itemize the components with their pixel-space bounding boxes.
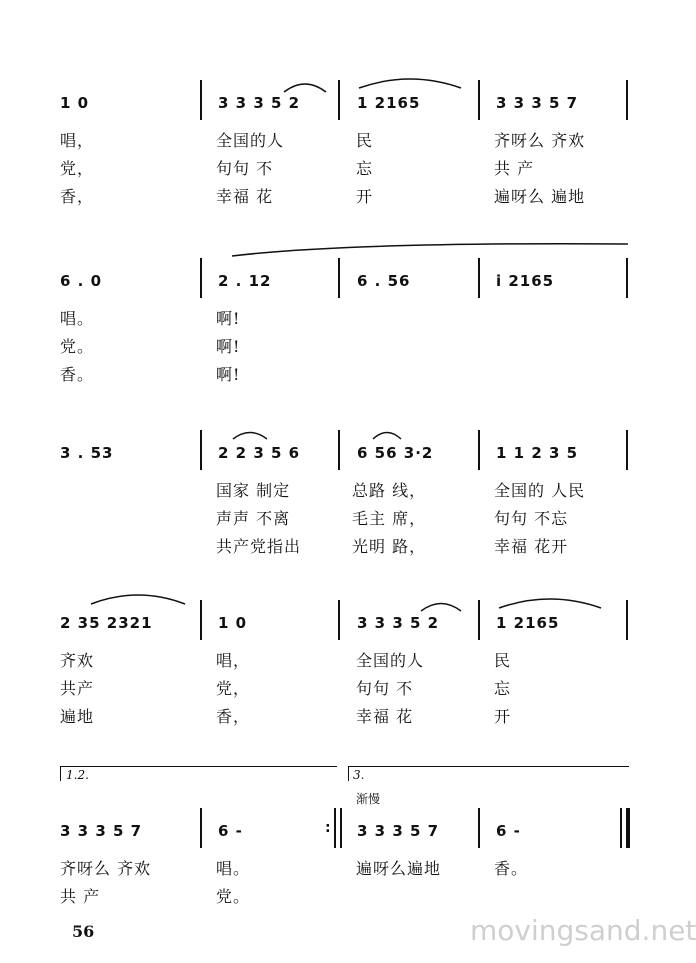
measure-1-1: 1 0 — [60, 94, 90, 112]
slur — [280, 76, 330, 96]
measure-4-1: 2 35 2321 — [60, 614, 153, 632]
measure-3-2: 2 2 3 5 6 — [218, 444, 301, 462]
lyric: 幸福 花开 — [494, 537, 569, 556]
lyric: 遍呀么 遍地 — [494, 187, 586, 206]
measure-4-3: 3 3 3 5 2 — [357, 614, 440, 632]
lyric: 毛主 席， — [352, 509, 427, 528]
barline — [338, 258, 340, 298]
lyric: 总路 线， — [352, 481, 427, 500]
lyric: 国家 制定 — [216, 481, 291, 500]
lyric: 遍地 — [60, 707, 95, 726]
lyric: 啊! — [216, 309, 241, 328]
measure-2-1: 6 . 0 — [60, 272, 103, 290]
final-barline — [626, 808, 630, 848]
barline — [338, 430, 340, 470]
lyric: 党。 — [60, 337, 95, 356]
barline — [626, 430, 628, 470]
lyric: 共产党指出 — [216, 537, 302, 556]
barline — [626, 258, 628, 298]
barline — [478, 808, 480, 848]
lyric: 共 产 — [494, 159, 535, 178]
lyric: 齐呀么 齐欢 — [494, 131, 586, 150]
tempo-marking: 渐慢 — [356, 792, 381, 806]
measure-3-1: 3 . 53 — [60, 444, 114, 462]
measure-1-2: 3 3 3 5 2 — [218, 94, 301, 112]
lyric: 幸福 花 — [216, 187, 274, 206]
measure-5-1: 3 3 3 5 7 — [60, 822, 143, 840]
volta-label-1: 1.2. — [66, 768, 89, 782]
barline — [478, 258, 480, 298]
slur — [230, 426, 270, 442]
lyric: 唱， — [216, 651, 251, 670]
measure-5-2: 6 - — [218, 822, 243, 840]
measure-2-2: 2 . 12 — [218, 272, 272, 290]
lyric: 香， — [60, 187, 95, 206]
lyric: 香。 — [494, 859, 529, 878]
final-barline — [620, 808, 622, 848]
volta-bracket-1 — [60, 766, 337, 781]
barline — [200, 430, 202, 470]
measure-3-4: 1 1 2 3 5 — [496, 444, 579, 462]
lyric: 光明 路， — [352, 537, 427, 556]
lyric: 声声 不离 — [216, 509, 291, 528]
lyric: 全国的人 — [216, 131, 285, 150]
lyric: 幸福 花 — [356, 707, 414, 726]
lyric: 遍呀么遍地 — [356, 859, 442, 878]
measure-4-4: 1 2165 — [496, 614, 560, 632]
lyric: 全国的 人民 — [494, 481, 586, 500]
lyric: 啊! — [216, 337, 241, 356]
lyric: 民 — [494, 651, 512, 670]
slur — [370, 426, 404, 442]
lyric: 句句 不 — [356, 679, 414, 698]
measure-1-4: 3 3 3 5 7 — [496, 94, 579, 112]
lyric: 句句 不忘 — [494, 509, 569, 528]
lyric: 共 产 — [60, 887, 101, 906]
lyric: 党， — [60, 159, 95, 178]
lyric: 忘 — [494, 679, 512, 698]
barline — [200, 258, 202, 298]
barline — [478, 80, 480, 120]
repeat-dots: : — [325, 820, 332, 836]
lyric: 民 — [356, 131, 374, 150]
volta-bracket-2 — [348, 766, 629, 781]
repeat-barline — [340, 808, 342, 848]
lyric: 开 — [356, 187, 374, 206]
measure-1-3: 1 2165 — [357, 94, 421, 112]
lyric: 共产 — [60, 679, 95, 698]
measure-5-4: 6 - — [496, 822, 521, 840]
measure-2-4: i 2165 — [496, 272, 555, 290]
barline — [200, 80, 202, 120]
lyric: 香， — [216, 707, 251, 726]
page-number: 56 — [72, 922, 95, 941]
lyric: 香。 — [60, 365, 95, 384]
barline — [338, 600, 340, 640]
barline — [478, 430, 480, 470]
measure-5-3: 3 3 3 5 7 — [357, 822, 440, 840]
volta-label-2: 3. — [353, 768, 365, 782]
lyric: 齐欢 — [60, 651, 95, 670]
barline — [200, 600, 202, 640]
barline — [626, 600, 628, 640]
measure-3-3: 6 56 3·2 — [357, 444, 434, 462]
tie — [355, 70, 465, 92]
lyric: 啊! — [216, 365, 241, 384]
lyric: 唱。 — [216, 859, 251, 878]
lyric: 忘 — [356, 159, 374, 178]
lyric: 唱， — [60, 131, 95, 150]
barline — [626, 80, 628, 120]
measure-4-2: 1 0 — [218, 614, 248, 632]
lyric: 齐呀么 齐欢 — [60, 859, 152, 878]
lyric: 唱。 — [60, 309, 95, 328]
barline — [338, 80, 340, 120]
slur — [418, 596, 464, 614]
tie — [495, 590, 605, 612]
lyric: 开 — [494, 707, 512, 726]
lyric: 党。 — [216, 887, 251, 906]
barline — [478, 600, 480, 640]
repeat-barline — [334, 808, 336, 848]
measure-2-3: 6 . 56 — [357, 272, 411, 290]
slur — [230, 240, 630, 260]
lyric: 全国的人 — [356, 651, 425, 670]
lyric: 句句 不 — [216, 159, 274, 178]
slur — [88, 586, 188, 608]
barline — [200, 808, 202, 848]
watermark: movingsand.net — [470, 914, 696, 947]
lyric: 党， — [216, 679, 251, 698]
